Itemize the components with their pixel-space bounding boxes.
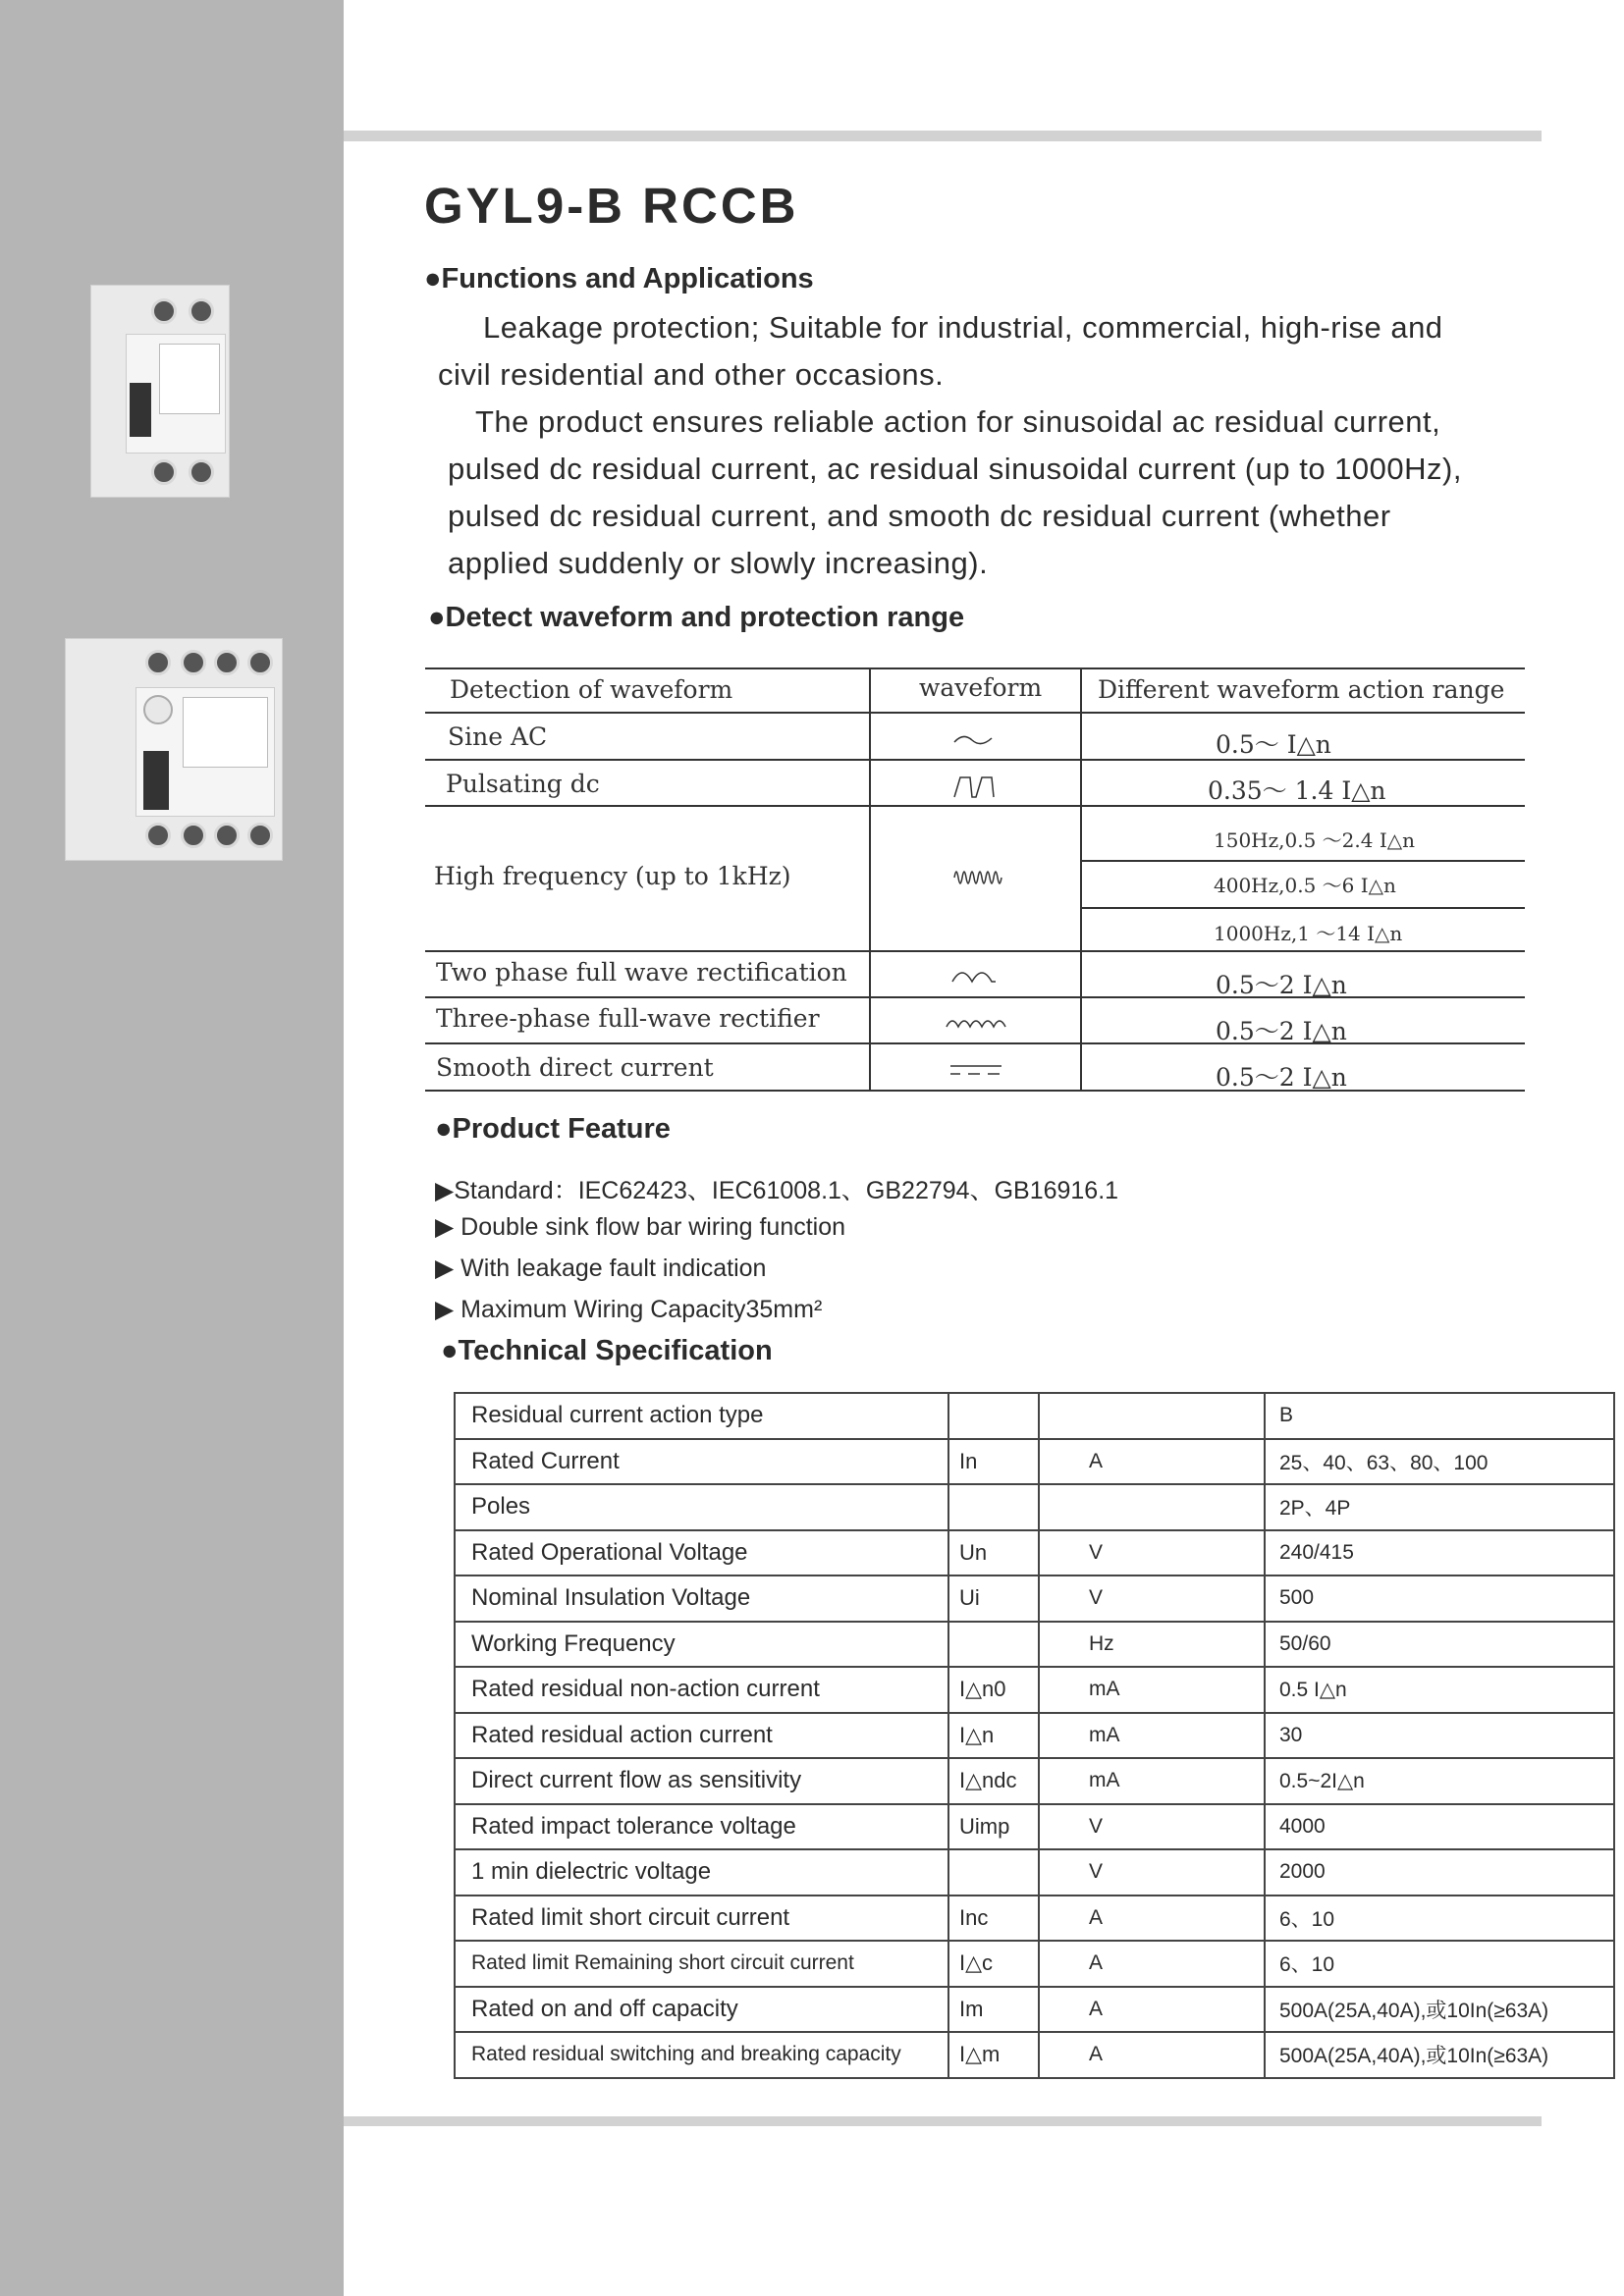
table-row	[455, 1804, 1614, 1850]
spec-value: 0.5~2I△n	[1265, 1758, 1614, 1804]
functions-line: pulsed dc residual current, and smooth dc residual current (whether	[448, 499, 1391, 533]
spec-param: Rated limit short circuit current	[455, 1896, 948, 1942]
spec-unit: V	[1039, 1804, 1265, 1850]
spec-unit: A	[1039, 1439, 1265, 1485]
spec-symbol: I△m	[948, 2032, 1039, 2078]
table-row	[455, 1484, 1614, 1530]
page-title: GYL9-B RCCB	[424, 178, 799, 234]
spec-symbol: I△ndc	[948, 1758, 1039, 1804]
spec-param: Rated Operational Voltage	[455, 1530, 948, 1576]
spec-symbol: Im	[948, 1987, 1039, 2033]
table-row	[455, 1758, 1614, 1804]
spec-unit: Hz	[1039, 1622, 1265, 1668]
spec-symbol: Inc	[948, 1896, 1039, 1942]
table-row	[455, 1987, 1614, 2033]
spec-value: 2P、4P	[1265, 1484, 1614, 1530]
spec-value: 30	[1265, 1713, 1614, 1759]
spec-value: 500A(25A,40A),或10In(≥63A)	[1265, 2032, 1614, 2078]
waveform-row-name: High frequency (up to 1kHz)	[434, 862, 791, 890]
spec-symbol	[948, 1484, 1039, 1530]
spec-value: 50/60	[1265, 1622, 1614, 1668]
tech-spec-table	[454, 1392, 1615, 2079]
spec-param: Rated residual action current	[455, 1713, 948, 1759]
spec-unit: mA	[1039, 1713, 1265, 1759]
spec-param: Direct current flow as sensitivity	[455, 1758, 948, 1804]
spec-unit: A	[1039, 1896, 1265, 1942]
waveform-row-name: Three-phase full-wave rectifier	[436, 1004, 820, 1033]
table-row	[455, 1941, 1614, 1987]
spec-value: 4000	[1265, 1804, 1614, 1850]
spec-value: 6、10	[1265, 1896, 1614, 1942]
waveform-row-range: 400Hz,0.5 ～6 I△n	[1214, 874, 1396, 897]
spec-symbol: I△c	[948, 1941, 1039, 1987]
smooth-dc-icon	[948, 1060, 1003, 1080]
waveform-row-range: 0.5～2 I△n	[1216, 1063, 1347, 1092]
spec-unit: V	[1039, 1575, 1265, 1622]
table-row	[455, 1622, 1614, 1668]
feature-item: ▶Standard：IEC62423、IEC61008.1、GB22794、GB16916.1	[435, 1177, 1119, 1204]
waveform-header-detection: Detection of waveform	[450, 675, 733, 704]
table-row	[455, 1393, 1614, 1439]
functions-line: pulsed dc residual current, ac residual sinusoidal current (up to 1000Hz),	[448, 452, 1462, 486]
feature-item: ▶ With leakage fault indication	[435, 1255, 767, 1282]
spec-param: Rated residual switching and breaking capacity	[455, 2032, 948, 2078]
spec-symbol: In	[948, 1439, 1039, 1485]
table-row	[455, 1530, 1614, 1576]
spec-unit: A	[1039, 1987, 1265, 2033]
waveform-row-name: Sine AC	[448, 722, 548, 751]
table-row	[455, 1667, 1614, 1713]
feature-item: ▶ Double sink flow bar wiring function	[435, 1213, 846, 1241]
spec-param: Working Frequency	[455, 1622, 948, 1668]
spec-unit: A	[1039, 1941, 1265, 1987]
bottom-divider-bar	[344, 2116, 1542, 2126]
spec-value: 0.5 I△n	[1265, 1667, 1614, 1713]
waveform-row-range: 0.5～2 I△n	[1216, 971, 1347, 999]
spec-value: 500A(25A,40A),或10In(≥63A)	[1265, 1987, 1614, 2033]
three-phase-rectified-wave-icon	[945, 1013, 1007, 1031]
spec-param: Rated residual non-action current	[455, 1667, 948, 1713]
waveform-row-range: 0.5～2 I△n	[1216, 1017, 1347, 1045]
product-image-2p	[90, 285, 228, 496]
two-phase-rectified-wave-icon	[950, 966, 998, 986]
spec-param: Nominal Insulation Voltage	[455, 1575, 948, 1622]
waveform-row-range: 0.5～ I△n	[1216, 730, 1331, 759]
spec-unit: mA	[1039, 1667, 1265, 1713]
top-divider-bar	[344, 131, 1542, 141]
spec-param: Rated Current	[455, 1439, 948, 1485]
spec-param: Poles	[455, 1484, 948, 1530]
spec-param: Rated impact tolerance voltage	[455, 1804, 948, 1850]
waveform-row-range: 1000Hz,1 ～14 I△n	[1214, 922, 1403, 945]
spec-symbol	[948, 1622, 1039, 1668]
spec-param: Residual current action type	[455, 1393, 948, 1439]
spec-symbol	[948, 1393, 1039, 1439]
waveform-row-name: Pulsating dc	[446, 770, 600, 798]
functions-line: The product ensures reliable action for sinusoidal ac residual current,	[475, 404, 1441, 439]
functions-heading: ●Functions and Applications	[424, 263, 814, 294]
spec-unit: V	[1039, 1530, 1265, 1576]
table-row	[455, 1439, 1614, 1485]
spec-symbol: I△n	[948, 1713, 1039, 1759]
table-row	[455, 1849, 1614, 1896]
waveform-heading: ●Detect waveform and protection range	[428, 602, 965, 633]
spec-unit	[1039, 1393, 1265, 1439]
high-frequency-wave-icon	[952, 864, 1003, 891]
waveform-header-range: Different waveform action range	[1098, 675, 1505, 704]
spec-unit: mA	[1039, 1758, 1265, 1804]
spec-symbol	[948, 1849, 1039, 1896]
spec-value: B	[1265, 1393, 1614, 1439]
feature-item: ▶ Maximum Wiring Capacity35mm²	[435, 1296, 823, 1323]
spec-symbol: Ui	[948, 1575, 1039, 1622]
table-row	[455, 1896, 1614, 1942]
functions-line: civil residential and other occasions.	[438, 357, 945, 392]
spec-param: 1 min dielectric voltage	[455, 1849, 948, 1896]
table-row	[455, 1575, 1614, 1622]
spec-param: Rated on and off capacity	[455, 1987, 948, 2033]
table-row	[455, 1713, 1614, 1759]
waveform-header-waveform: waveform	[919, 673, 1043, 702]
spec-symbol: Uimp	[948, 1804, 1039, 1850]
tech-spec-heading: ●Technical Specification	[441, 1335, 773, 1366]
spec-value: 240/415	[1265, 1530, 1614, 1576]
spec-unit: A	[1039, 2032, 1265, 2078]
spec-value: 6、10	[1265, 1941, 1614, 1987]
functions-line: Leakage protection; Suitable for industrial, commercial, high-rise and	[483, 310, 1443, 345]
spec-symbol: Un	[948, 1530, 1039, 1576]
product-feature-heading: ●Product Feature	[435, 1113, 671, 1145]
waveform-row-name: Two phase full wave rectification	[436, 958, 847, 987]
waveform-row-range: 150Hz,0.5 ～2.4 I△n	[1214, 828, 1415, 852]
spec-unit	[1039, 1484, 1265, 1530]
spec-value: 500	[1265, 1575, 1614, 1622]
spec-unit: V	[1039, 1849, 1265, 1896]
waveform-row-name: Smooth direct current	[436, 1053, 714, 1082]
functions-line: applied suddenly or slowly increasing).	[448, 546, 989, 580]
table-row	[455, 2032, 1614, 2078]
sine-wave-icon	[952, 728, 994, 752]
spec-symbol: I△n0	[948, 1667, 1039, 1713]
spec-param: Rated limit Remaining short circuit current	[455, 1941, 948, 1987]
spec-value: 25、40、63、80、100	[1265, 1439, 1614, 1485]
pulse-wave-icon	[952, 772, 996, 801]
product-image-4p	[65, 638, 281, 859]
waveform-row-range: 0.35～ 1.4 I△n	[1208, 776, 1386, 805]
spec-value: 2000	[1265, 1849, 1614, 1896]
